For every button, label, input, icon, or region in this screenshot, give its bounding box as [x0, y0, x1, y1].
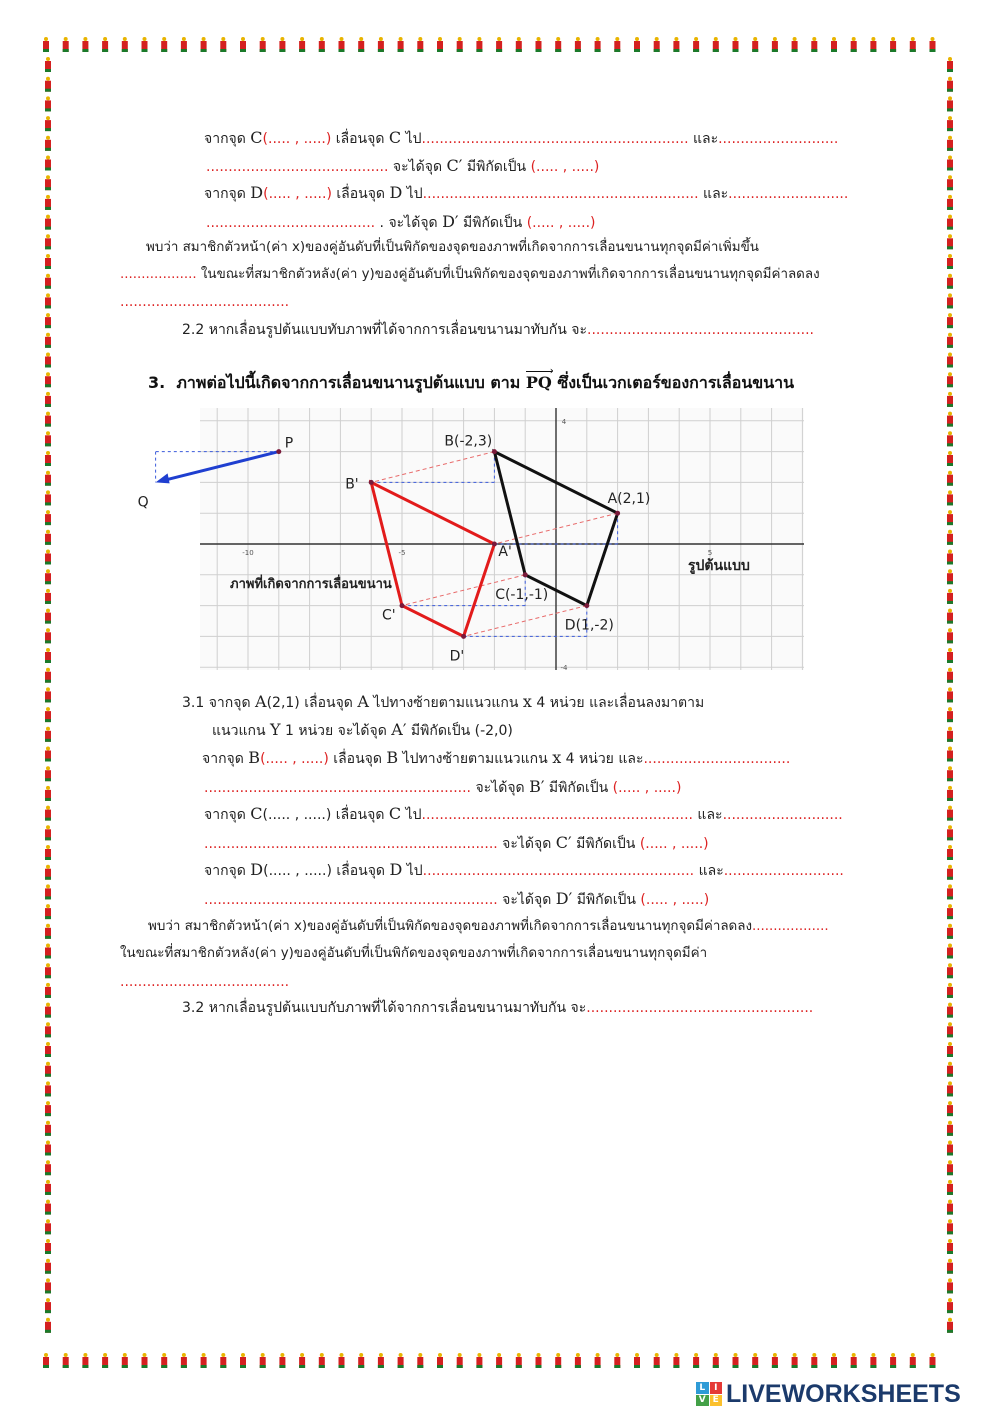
border-ornament	[45, 924, 51, 939]
translation-figure	[137, 408, 804, 673]
border-ornament	[555, 37, 561, 52]
border-ornament	[947, 215, 953, 230]
border-ornament	[82, 1353, 88, 1368]
d-line-3: จากจุด D(..... , .....) เลื่อนจุด D ไป............................................................. และ...........................	[204, 860, 844, 879]
border-ornament	[161, 37, 167, 52]
border-ornament	[45, 195, 51, 210]
border-ornament	[947, 116, 953, 131]
border-ornament	[45, 1298, 51, 1313]
border-ornament	[673, 37, 679, 52]
border-ornament	[45, 550, 51, 565]
image-point	[369, 480, 374, 485]
border-ornament	[45, 293, 51, 308]
q32-line: 3.2 หากเลื่อนรูปต้นแบบกับภาพที่ได้จากการเลื่อนขนานมาทับกัน จะ...................................................	[182, 1000, 814, 1016]
border-ornament	[299, 1353, 305, 1368]
border-ornament	[947, 530, 953, 545]
border-ornament	[45, 687, 51, 702]
border-ornament	[947, 589, 953, 604]
c-line-3: จากจุด C(..... , .....) เลื่อนจุด C ไป............................................................. และ...........................	[204, 804, 843, 823]
border-ornament	[45, 234, 51, 249]
border-ornament	[45, 1200, 51, 1215]
border-ornament	[947, 550, 953, 565]
border-ornament	[811, 37, 817, 52]
border-ornament	[496, 37, 502, 52]
border-ornament	[122, 1353, 128, 1368]
border-ornament	[437, 37, 443, 52]
border-ornament	[752, 37, 758, 52]
border-ornament	[220, 1353, 226, 1368]
border-ornament	[45, 609, 51, 624]
border-ornament	[693, 37, 699, 52]
border-ornament	[947, 806, 953, 821]
logo-mark: L I V E	[696, 1382, 722, 1406]
original-point	[523, 572, 528, 577]
border-ornament	[45, 431, 51, 446]
border-ornament	[947, 1101, 953, 1116]
border-ornament	[792, 1353, 798, 1368]
border-ornament	[45, 274, 51, 289]
border-ornament	[45, 845, 51, 860]
border-ornament	[358, 37, 364, 52]
border-ornament	[947, 392, 953, 407]
border-ornament	[614, 37, 620, 52]
border-ornament	[947, 412, 953, 427]
border-ornament	[851, 37, 857, 52]
border-ornament	[947, 983, 953, 998]
border-ornament	[45, 1022, 51, 1037]
border-ornament	[45, 333, 51, 348]
border-ornament	[43, 37, 49, 52]
border-ornament	[45, 1141, 51, 1156]
tick-label-x-neg10: -10	[242, 549, 254, 557]
border-ornament	[947, 1180, 953, 1195]
d-line-2: จากจุด D(..... , .....) เลื่อนจุด D ไป.............................................................. และ...........................	[204, 183, 849, 202]
tick-label-y-neg4: -4	[560, 664, 568, 673]
border-ornament	[947, 825, 953, 840]
label-b: B(-2,3)	[444, 433, 493, 450]
border-ornament	[122, 37, 128, 52]
border-ornament	[45, 215, 51, 230]
border-ornament	[260, 37, 266, 52]
border-ornament	[947, 668, 953, 683]
border-ornament	[45, 96, 51, 111]
border-ornament	[161, 1353, 167, 1368]
border-ornament	[733, 1353, 739, 1368]
border-ornament	[947, 1160, 953, 1175]
border-ornament	[358, 1353, 364, 1368]
border-ornament	[947, 1318, 953, 1333]
original-point	[615, 511, 620, 516]
border-ornament	[947, 471, 953, 486]
border-ornament	[45, 1239, 51, 1254]
border-ornament	[947, 234, 953, 249]
label-d: D(1,-2)	[564, 617, 614, 634]
border-ornament	[947, 313, 953, 328]
border-ornament	[45, 471, 51, 486]
border-ornament	[63, 1353, 69, 1368]
border-ornament	[947, 865, 953, 880]
border-ornament	[45, 983, 51, 998]
border-ornament	[260, 1353, 266, 1368]
border-ornament	[319, 1353, 325, 1368]
border-ornament	[45, 806, 51, 821]
border-ornament	[279, 37, 285, 52]
border-ornament	[947, 747, 953, 762]
d-result-2: ...................................... . จะได้จุด D′ มีพิกัดเป็น (..... , .....)	[206, 212, 596, 231]
border-ornament	[45, 1101, 51, 1116]
label-a-prime: A'	[498, 544, 512, 560]
border-ornament	[45, 727, 51, 742]
tick-label-y-4: 4	[561, 417, 567, 426]
border-ornament	[45, 1121, 51, 1136]
border-ornament	[398, 37, 404, 52]
border-ornament	[947, 707, 953, 722]
found-3-line3: ......................................	[120, 974, 290, 990]
border-ornament	[947, 372, 953, 387]
border-ornament	[930, 37, 936, 52]
label-q: Q	[137, 494, 149, 511]
border-ornament	[947, 195, 953, 210]
border-ornament	[654, 1353, 660, 1368]
border-ornament	[947, 353, 953, 368]
border-ornament	[417, 37, 423, 52]
border-ornament	[947, 175, 953, 190]
border-ornament	[693, 1353, 699, 1368]
original-point	[492, 449, 497, 454]
border-ornament	[851, 1353, 857, 1368]
border-ornament	[476, 1353, 482, 1368]
border-ornament	[792, 37, 798, 52]
label-a: A(2,1)	[607, 491, 651, 508]
border-ornament	[45, 175, 51, 190]
border-ornament	[634, 37, 640, 52]
border-ornament	[772, 1353, 778, 1368]
border-ornament	[947, 569, 953, 584]
border-ornament	[947, 1219, 953, 1234]
border-ornament	[947, 293, 953, 308]
border-ornament	[870, 37, 876, 52]
q31-line-a: 3.1 จากจุด A(2,1) เลื่อนจุด A ไปทางซ้ายตามแนวแกน x 4 หน่วย และเลื่อนลงมาตาม	[182, 692, 705, 711]
border-ornament	[496, 1353, 502, 1368]
border-ornament	[476, 37, 482, 52]
tick-label-x-5: 5	[707, 549, 713, 557]
border-ornament	[930, 1353, 936, 1368]
border-ornament	[575, 37, 581, 52]
border-ornament	[82, 37, 88, 52]
border-ornament	[45, 1081, 51, 1096]
caption-image: ภาพที่เกิดจากการเลื่อนขนาน	[230, 577, 392, 592]
border-ornament	[142, 1353, 148, 1368]
border-ornament	[45, 1180, 51, 1195]
border-ornament	[947, 884, 953, 899]
border-ornament	[947, 786, 953, 801]
logo-text: LIVEWORKSHEETS	[726, 1379, 961, 1408]
border-ornament	[45, 865, 51, 880]
border-ornament	[45, 747, 51, 762]
border-ornament	[240, 1353, 246, 1368]
liveworksheets-logo	[696, 1380, 961, 1408]
border-ornament	[45, 77, 51, 92]
border-ornament	[947, 904, 953, 919]
border-ornament	[240, 37, 246, 52]
border-ornament	[45, 904, 51, 919]
border-ornament	[45, 786, 51, 801]
found-2-line3: ......................................	[120, 294, 290, 310]
border-ornament	[947, 648, 953, 663]
border-ornament	[947, 944, 953, 959]
border-ornament	[555, 1353, 561, 1368]
border-ornament	[947, 431, 953, 446]
border-ornament	[45, 530, 51, 545]
border-ornament	[45, 490, 51, 505]
border-ornament	[45, 1259, 51, 1274]
border-ornament	[339, 37, 345, 52]
border-ornament	[811, 1353, 817, 1368]
border-ornament	[947, 1042, 953, 1057]
image-point	[461, 634, 466, 639]
border-ornament	[947, 77, 953, 92]
border-ornament	[45, 451, 51, 466]
label-c: C(-1,-1)	[495, 586, 549, 603]
border-ornament	[45, 569, 51, 584]
border-ornament	[220, 37, 226, 52]
label-b-prime: B'	[345, 476, 359, 493]
border-ornament	[43, 1353, 49, 1368]
border-ornament	[45, 648, 51, 663]
border-ornament	[947, 96, 953, 111]
c-result-2: ......................................... จะได้จุด C′ มีพิกัดเป็น (..... , .....)	[206, 156, 600, 175]
border-ornament	[516, 37, 522, 52]
border-ornament	[339, 1353, 345, 1368]
border-ornament	[45, 589, 51, 604]
border-ornament	[45, 1042, 51, 1057]
border-ornament	[947, 1298, 953, 1313]
border-ornament	[319, 37, 325, 52]
border-ornament	[516, 1353, 522, 1368]
b-result-3: ............................................................ จะได้จุด B′ มีพิกัดเป็น (..... , .....)	[204, 777, 682, 796]
c-line-2: จากจุด C(..... , .....) เลื่อนจุด C ไป............................................................ และ...........................	[204, 128, 839, 147]
border-ornament	[634, 1353, 640, 1368]
border-ornament	[947, 766, 953, 781]
border-ornament	[45, 1278, 51, 1293]
border-ornament	[45, 884, 51, 899]
tick-label-x-neg5: -5	[398, 549, 406, 557]
border-ornament	[45, 156, 51, 171]
border-ornament	[181, 1353, 187, 1368]
original-point	[584, 603, 589, 608]
border-ornament	[595, 1353, 601, 1368]
border-ornament	[299, 37, 305, 52]
border-ornament	[947, 1239, 953, 1254]
border-ornament	[947, 845, 953, 860]
label-p: P	[284, 435, 294, 452]
border-ornament	[752, 1353, 758, 1368]
border-ornament	[45, 136, 51, 151]
border-ornament	[947, 1141, 953, 1156]
border-ornament	[772, 37, 778, 52]
border-ornament	[45, 254, 51, 269]
point-p	[276, 449, 281, 454]
border-ornament	[947, 510, 953, 525]
border-ornament	[45, 707, 51, 722]
border-ornament	[947, 1003, 953, 1018]
border-ornament	[947, 609, 953, 624]
image-point	[400, 603, 405, 608]
border-ornament	[947, 727, 953, 742]
border-ornament	[45, 963, 51, 978]
border-ornament	[102, 1353, 108, 1368]
border-ornament	[870, 1353, 876, 1368]
border-ornament	[947, 1200, 953, 1215]
border-ornament	[654, 37, 660, 52]
q31-line-b: แนวแกน Y 1 หน่วย จะได้จุด A′ มีพิกัดเป็น (-2,0)	[212, 720, 513, 739]
border-ornament	[45, 57, 51, 72]
border-ornament	[947, 451, 953, 466]
border-ornament	[45, 1318, 51, 1333]
border-ornament	[831, 37, 837, 52]
border-ornament	[947, 1121, 953, 1136]
border-ornament	[45, 825, 51, 840]
border-ornament	[437, 1353, 443, 1368]
border-ornament	[947, 687, 953, 702]
border-ornament	[910, 37, 916, 52]
border-ornament	[575, 1353, 581, 1368]
border-ornament	[947, 490, 953, 505]
border-ornament	[947, 274, 953, 289]
border-ornament	[102, 37, 108, 52]
border-ornament	[417, 1353, 423, 1368]
border-ornament	[45, 392, 51, 407]
border-ornament	[63, 37, 69, 52]
label-c-prime: C'	[382, 607, 396, 624]
label-d-prime: D'	[449, 648, 465, 665]
border-ornament	[142, 37, 148, 52]
border-ornament	[595, 37, 601, 52]
border-ornament	[457, 1353, 463, 1368]
border-ornament	[457, 37, 463, 52]
border-ornament	[713, 1353, 719, 1368]
found-3-line1: พบว่า สมาชิกตัวหน้า(ค่า x)ของคู่อันดับที่เป็นพิกัดของจุดของภาพที่เกิดจากการเลื่อนขนานทุกจุดมีค่าลดลง..................	[148, 919, 829, 934]
border-ornament	[201, 1353, 207, 1368]
border-ornament	[890, 37, 896, 52]
border-ornament	[947, 924, 953, 939]
border-ornament	[45, 412, 51, 427]
border-ornament	[45, 668, 51, 683]
border-ornament	[947, 1278, 953, 1293]
b-line-3: จากจุด B(..... , .....) เลื่อนจุด B ไปทางซ้ายตามแนวแกน x 4 หน่วย และ.................................	[202, 748, 791, 767]
border-ornament	[947, 333, 953, 348]
border-ornament	[947, 156, 953, 171]
border-ornament	[947, 136, 953, 151]
found-2-line2: .................. ในขณะที่สมาชิกตัวหลัง(ค่า y)ของคู่อันดับที่เป็นพิกัดของจุดของภาพที่เกิดจากการเลื่อนขนานทุกจุดมีค่าลดลง	[120, 267, 820, 282]
border-ornament	[45, 1160, 51, 1175]
border-ornament	[614, 1353, 620, 1368]
border-ornament	[910, 1353, 916, 1368]
found-3-line2: ในขณะที่สมาชิกตัวหลัง(ค่า y)ของคู่อันดับที่เป็นพิกัดของจุดของภาพที่เกิดจากการเลื่อนขนานทุกจุดมีค่า	[120, 946, 708, 961]
border-ornament	[947, 254, 953, 269]
border-ornament	[673, 1353, 679, 1368]
border-ornament	[947, 628, 953, 643]
border-ornament	[713, 37, 719, 52]
border-ornament	[733, 37, 739, 52]
found-2-line1: พบว่า สมาชิกตัวหน้า(ค่า x)ของคู่อันดับที่เป็นพิกัดของจุดของภาพที่เกิดจากการเลื่อนขนานทุกจุดมีค่าเพิ่มขึ้น	[146, 240, 759, 255]
border-ornament	[45, 116, 51, 131]
border-ornament	[201, 37, 207, 52]
vector-pq-label: PQ	[525, 373, 552, 392]
caption-original: รูปต้นแบบ	[688, 558, 750, 574]
border-ornament	[45, 1003, 51, 1018]
border-ornament	[45, 628, 51, 643]
d-result-3: .................................................................. จะได้จุด D′ มีพิกัดเป็น (..... , .....)	[204, 889, 710, 908]
border-ornament	[45, 372, 51, 387]
border-ornament	[45, 353, 51, 368]
border-ornament	[947, 1022, 953, 1037]
border-ornament	[378, 37, 384, 52]
border-ornament	[398, 1353, 404, 1368]
border-ornament	[536, 1353, 542, 1368]
border-ornament	[45, 766, 51, 781]
border-ornament	[947, 1081, 953, 1096]
border-ornament	[947, 57, 953, 72]
border-ornament	[536, 37, 542, 52]
c-result-3: .................................................................. จะได้จุด C′ มีพิกัดเป็น (..... , .....)	[204, 833, 709, 852]
border-ornament	[45, 1219, 51, 1234]
border-ornament	[947, 1062, 953, 1077]
border-ornament	[947, 963, 953, 978]
border-ornament	[378, 1353, 384, 1368]
border-ornament	[181, 37, 187, 52]
border-ornament	[831, 1353, 837, 1368]
q22-line: 2.2 หากเลื่อนรูปต้นแบบทับภาพที่ได้จากการเลื่อนขนานมาทับกัน จะ...................................................	[182, 322, 814, 338]
border-ornament	[279, 1353, 285, 1368]
border-ornament	[947, 1259, 953, 1274]
question3-heading: 3. ภาพต่อไปนี้เกิดจากการเลื่อนขนานรูปต้นแบบ ตาม › PQ ซึ่งเป็นเวกเตอร์ของการเลื่อนขนาน	[148, 366, 795, 392]
border-ornament	[45, 944, 51, 959]
border-ornament	[45, 510, 51, 525]
image-point	[492, 542, 497, 547]
border-ornament	[890, 1353, 896, 1368]
border-ornament	[45, 313, 51, 328]
border-ornament	[45, 1062, 51, 1077]
